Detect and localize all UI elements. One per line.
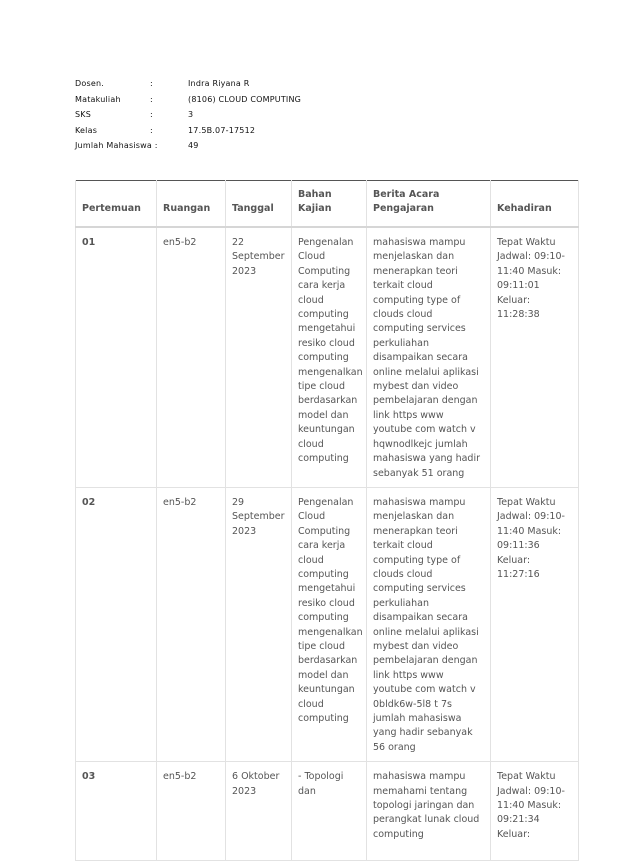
info-colon: : [150, 79, 153, 89]
header-bahan-kajian: Bahan Kajian [292, 181, 367, 228]
info-colon: : [150, 125, 153, 135]
cell-kehadiran: Tepat Waktu Jadwal: 09:10-11:40 Masuk: 09:11:36 Keluar: 11:27:16 [491, 487, 579, 761]
info-value: Indra Riyana R [188, 79, 250, 89]
cell-bahan-kajian: - Topologi dan [292, 762, 367, 861]
table-header-row [76, 181, 579, 228]
cell-pertemuan: 01 [76, 227, 157, 487]
cell-tanggal: 6 Oktober 2023 [226, 762, 292, 861]
cell-ruangan: en5-b2 [157, 762, 226, 861]
info-colon: : [154, 141, 158, 151]
header-kehadiran: Kehadiran [491, 181, 579, 228]
info-label [75, 141, 188, 150]
info-row-sks [75, 107, 301, 123]
cell-ruangan: en5-b2 [157, 227, 226, 487]
info-row-jumlah-mahasiswa [75, 138, 301, 154]
cell-tanggal: 29 September 2023 [226, 487, 292, 761]
info-value: 17.5B.07-17512 [188, 125, 256, 135]
info-row-kelas [75, 123, 301, 139]
info-value: 3 [188, 110, 194, 120]
table-row [76, 227, 579, 487]
cell-kehadiran: Tepat Waktu Jadwal: 09:10-11:40 Masuk: 09:21:34 Keluar: [491, 762, 579, 861]
course-info [75, 76, 301, 154]
info-colon: : [150, 94, 153, 104]
cell-ruangan: en5-b2 [157, 487, 226, 761]
info-row-dosen [75, 76, 301, 92]
info-value: (8106) CLOUD COMPUTING [188, 94, 302, 104]
info-label: Kelas [75, 125, 98, 135]
info-value: 49 [188, 141, 199, 151]
info-label: Dosen. [75, 79, 104, 89]
cell-kehadiran: Tepat Waktu Jadwal: 09:10-11:40 Masuk: 09:11:01 Keluar: 11:28:38 [491, 227, 579, 487]
info-row-matakuliah [75, 92, 301, 108]
cell-pertemuan: 02 [76, 487, 157, 761]
cell-berita-acara: mahasiswa mampu menjelaskan dan menerapkan teori terkait cloud computing type of clouds cloud computing services perkuliahan disampaikan secara online melalui aplikasi mybest dan video pembelajaran dengan link https www youtube com watch v 0bldk6w-5l8 t 7s jumlah mahasiswa yang hadir sebanyak 56 orang [367, 487, 491, 761]
info-label: Matakuliah [75, 94, 121, 104]
cell-bahan-kajian: Pengenalan Cloud Computing cara kerja cloud computing mengetahui resiko cloud computing mengenalkan tipe cloud berdasarkan model dan keuntungan cloud computing [292, 487, 367, 761]
table-row [76, 762, 579, 861]
info-label: SKS [75, 110, 92, 120]
header-ruangan: Ruangan [157, 181, 226, 228]
table-row [76, 487, 579, 761]
info-label-text: Jumlah Mahasiswa [75, 141, 152, 151]
cell-bahan-kajian: Pengenalan Cloud Computing cara kerja cloud computing mengetahui resiko cloud computing mengenalkan tipe cloud berdasarkan model dan keuntungan cloud computing [292, 227, 367, 487]
cell-berita-acara: mahasiswa mampu memahami tentang topologi jaringan dan perangkat lunak cloud computing [367, 762, 491, 861]
attendance-table [75, 180, 579, 861]
header-berita-acara: Berita Acara Pengajaran [367, 181, 491, 228]
cell-pertemuan: 03 [76, 762, 157, 861]
header-tanggal: Tanggal [226, 181, 292, 228]
cell-tanggal: 22 September 2023 [226, 227, 292, 487]
info-colon: : [150, 110, 153, 120]
header-pertemuan: Pertemuan [76, 181, 157, 228]
cell-berita-acara: mahasiswa mampu menjelaskan dan menerapkan teori terkait cloud computing type of clouds cloud computing services perkuliahan disampaikan secara online melalui aplikasi mybest dan video pembelajaran dengan link https www youtube com watch v hqwnodlkejc jumlah mahasiswa yang hadir sebanyak 51 orang [367, 227, 491, 487]
